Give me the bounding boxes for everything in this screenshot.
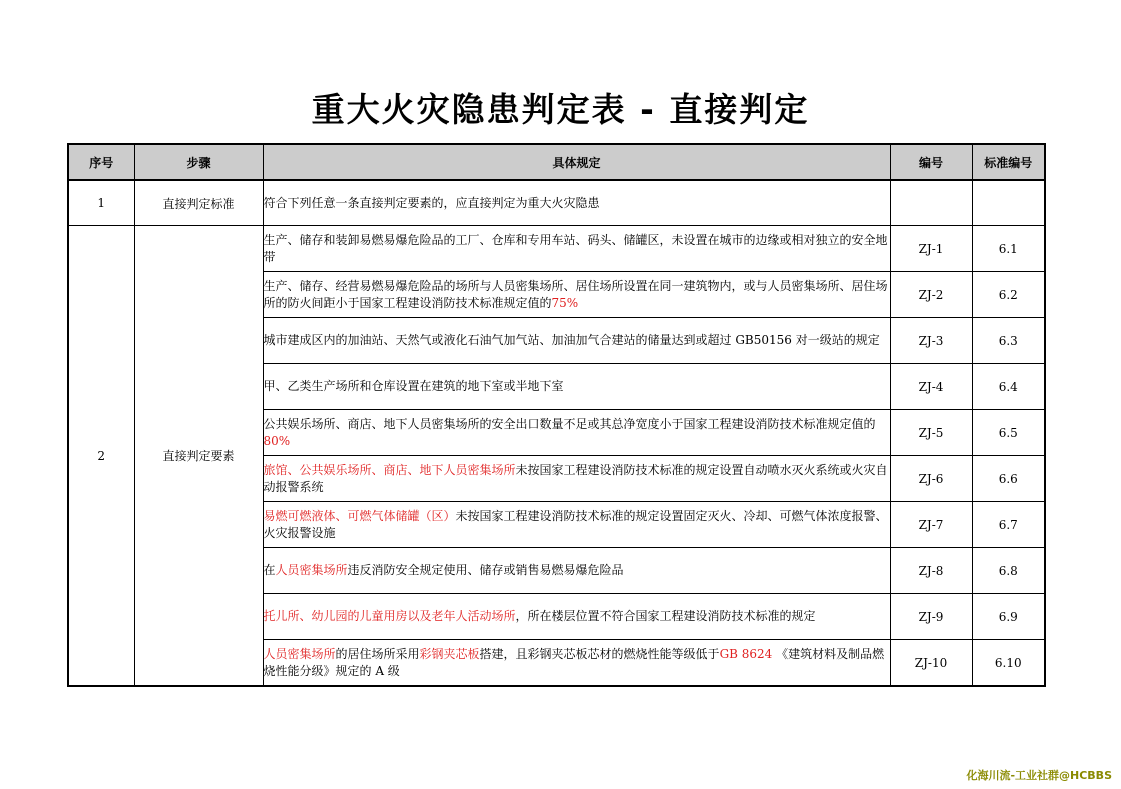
item-rule [263, 594, 890, 640]
header-step: 步骤 [134, 144, 263, 180]
item-std: 6.7 [972, 502, 1045, 548]
item-std: 6.8 [972, 548, 1045, 594]
item-std: 6.4 [972, 364, 1045, 410]
item-code: ZJ-6 [890, 456, 972, 502]
item-rule [263, 640, 890, 687]
highlight-text: 托儿所、幼儿园的儿童用房以及老年人活动场所 [263, 609, 516, 623]
item-rule [263, 456, 890, 502]
highlight-text: 75% [551, 295, 579, 310]
item-code: ZJ-10 [890, 640, 972, 687]
rule-text: 公共娱乐场所、商店、地下人员密集场所的安全出口数量不足或其总净宽度小于国家工程建设消防技术标准规定值的 [263, 416, 876, 431]
highlight-text: 人员密集场所 [263, 646, 336, 661]
row-rule: 符合下列任意一条直接判定要素的，应直接判定为重大火灾隐患 [263, 180, 890, 226]
rule-text: 的居住场所采用 [335, 646, 420, 661]
row-step: 直接判定要素 [134, 226, 263, 687]
header-seq: 序号 [68, 144, 134, 180]
highlight-text: 人员密集场所 [275, 563, 348, 577]
row-std [972, 180, 1045, 226]
table-row [68, 226, 1045, 272]
item-rule [263, 318, 890, 364]
highlight-text: 彩钢夹芯板 [419, 646, 480, 661]
highlight-text: 易燃可燃液体、可燃气体储罐（区） [263, 508, 456, 523]
footer-watermark: 化海川流-工业社群@HCBBS [966, 769, 1112, 782]
item-code: ZJ-2 [890, 272, 972, 318]
item-code: ZJ-1 [890, 226, 972, 272]
item-code: ZJ-3 [890, 318, 972, 364]
rule-text: 《建筑材料及制品燃烧性能分级》规定的 A 级 [263, 646, 885, 678]
header-row [68, 144, 1045, 180]
item-rule [263, 548, 890, 594]
header-code: 编号 [890, 144, 972, 180]
item-rule [263, 364, 890, 410]
rule-text: ，所在楼层位置不符合国家工程建设消防技术标准的规定 [515, 609, 816, 623]
rule-text: 搭建，且彩钢夹芯板芯材的燃烧性能等级低于 [479, 646, 720, 661]
highlight-text: 80% [263, 433, 291, 448]
item-code: ZJ-9 [890, 594, 972, 640]
row-seq: 1 [68, 180, 134, 226]
item-std: 6.9 [972, 594, 1045, 640]
rule-text: 在 [263, 563, 276, 577]
rule-text: 甲、乙类生产场所和仓库设置在建筑的地下室或半地下室 [263, 379, 564, 393]
header-std: 标准编号 [972, 144, 1045, 180]
item-std: 6.2 [972, 272, 1045, 318]
item-std: 6.3 [972, 318, 1045, 364]
item-std: 6.6 [972, 456, 1045, 502]
item-code: ZJ-5 [890, 410, 972, 456]
item-rule [263, 502, 890, 548]
rule-text: 未按国家工程建设消防技术标准的规定设置自动喷水灭火系统或火灾自动报警系统 [263, 462, 888, 494]
table-row [68, 180, 1045, 226]
rule-text: 城市建成区内的加油站、天然气或液化石油气加气站、加油加气合建站的储量达到或超过 GB50156 对一级站的规定 [263, 333, 880, 347]
item-code: ZJ-8 [890, 548, 972, 594]
page-title: 重大火灾隐患判定表 - 直接判定 [311, 90, 810, 129]
row-code [890, 180, 972, 226]
highlight-text: 旅馆、公共娱乐场所、商店、地下人员密集场所 [263, 462, 516, 477]
item-code: ZJ-7 [890, 502, 972, 548]
item-std: 6.1 [972, 226, 1045, 272]
rule-text: 未按国家工程建设消防技术标准的规定设置固定灭火、冷却、可燃气体浓度报警、火灾报警设施 [263, 508, 888, 540]
item-std: 6.5 [972, 410, 1045, 456]
highlight-text: GB 8624 [719, 646, 773, 661]
rule-text: 生产、储存、经营易燃易爆危险品的场所与人员密集场所、居住场所设置在同一建筑物内，或与人员密集场所、居住场所的防火间距小于国家工程建设消防技术标准规定值的 [263, 278, 888, 310]
item-rule [263, 226, 890, 272]
item-code: ZJ-4 [890, 364, 972, 410]
row-seq: 2 [68, 226, 134, 687]
rule-text: 生产、储存和装卸易燃易爆危险品的工厂、仓库和专用车站、码头、储罐区，未设置在城市的边缘或相对独立的安全地带 [263, 232, 888, 264]
item-std: 6.10 [972, 640, 1045, 687]
rule-text: 违反消防安全规定使用、储存或销售易燃易爆危险品 [347, 563, 624, 577]
judgement-table [67, 143, 1046, 687]
header-rule: 具体规定 [263, 144, 890, 180]
item-rule [263, 410, 890, 456]
row-step: 直接判定标准 [134, 180, 263, 226]
item-rule [263, 272, 890, 318]
